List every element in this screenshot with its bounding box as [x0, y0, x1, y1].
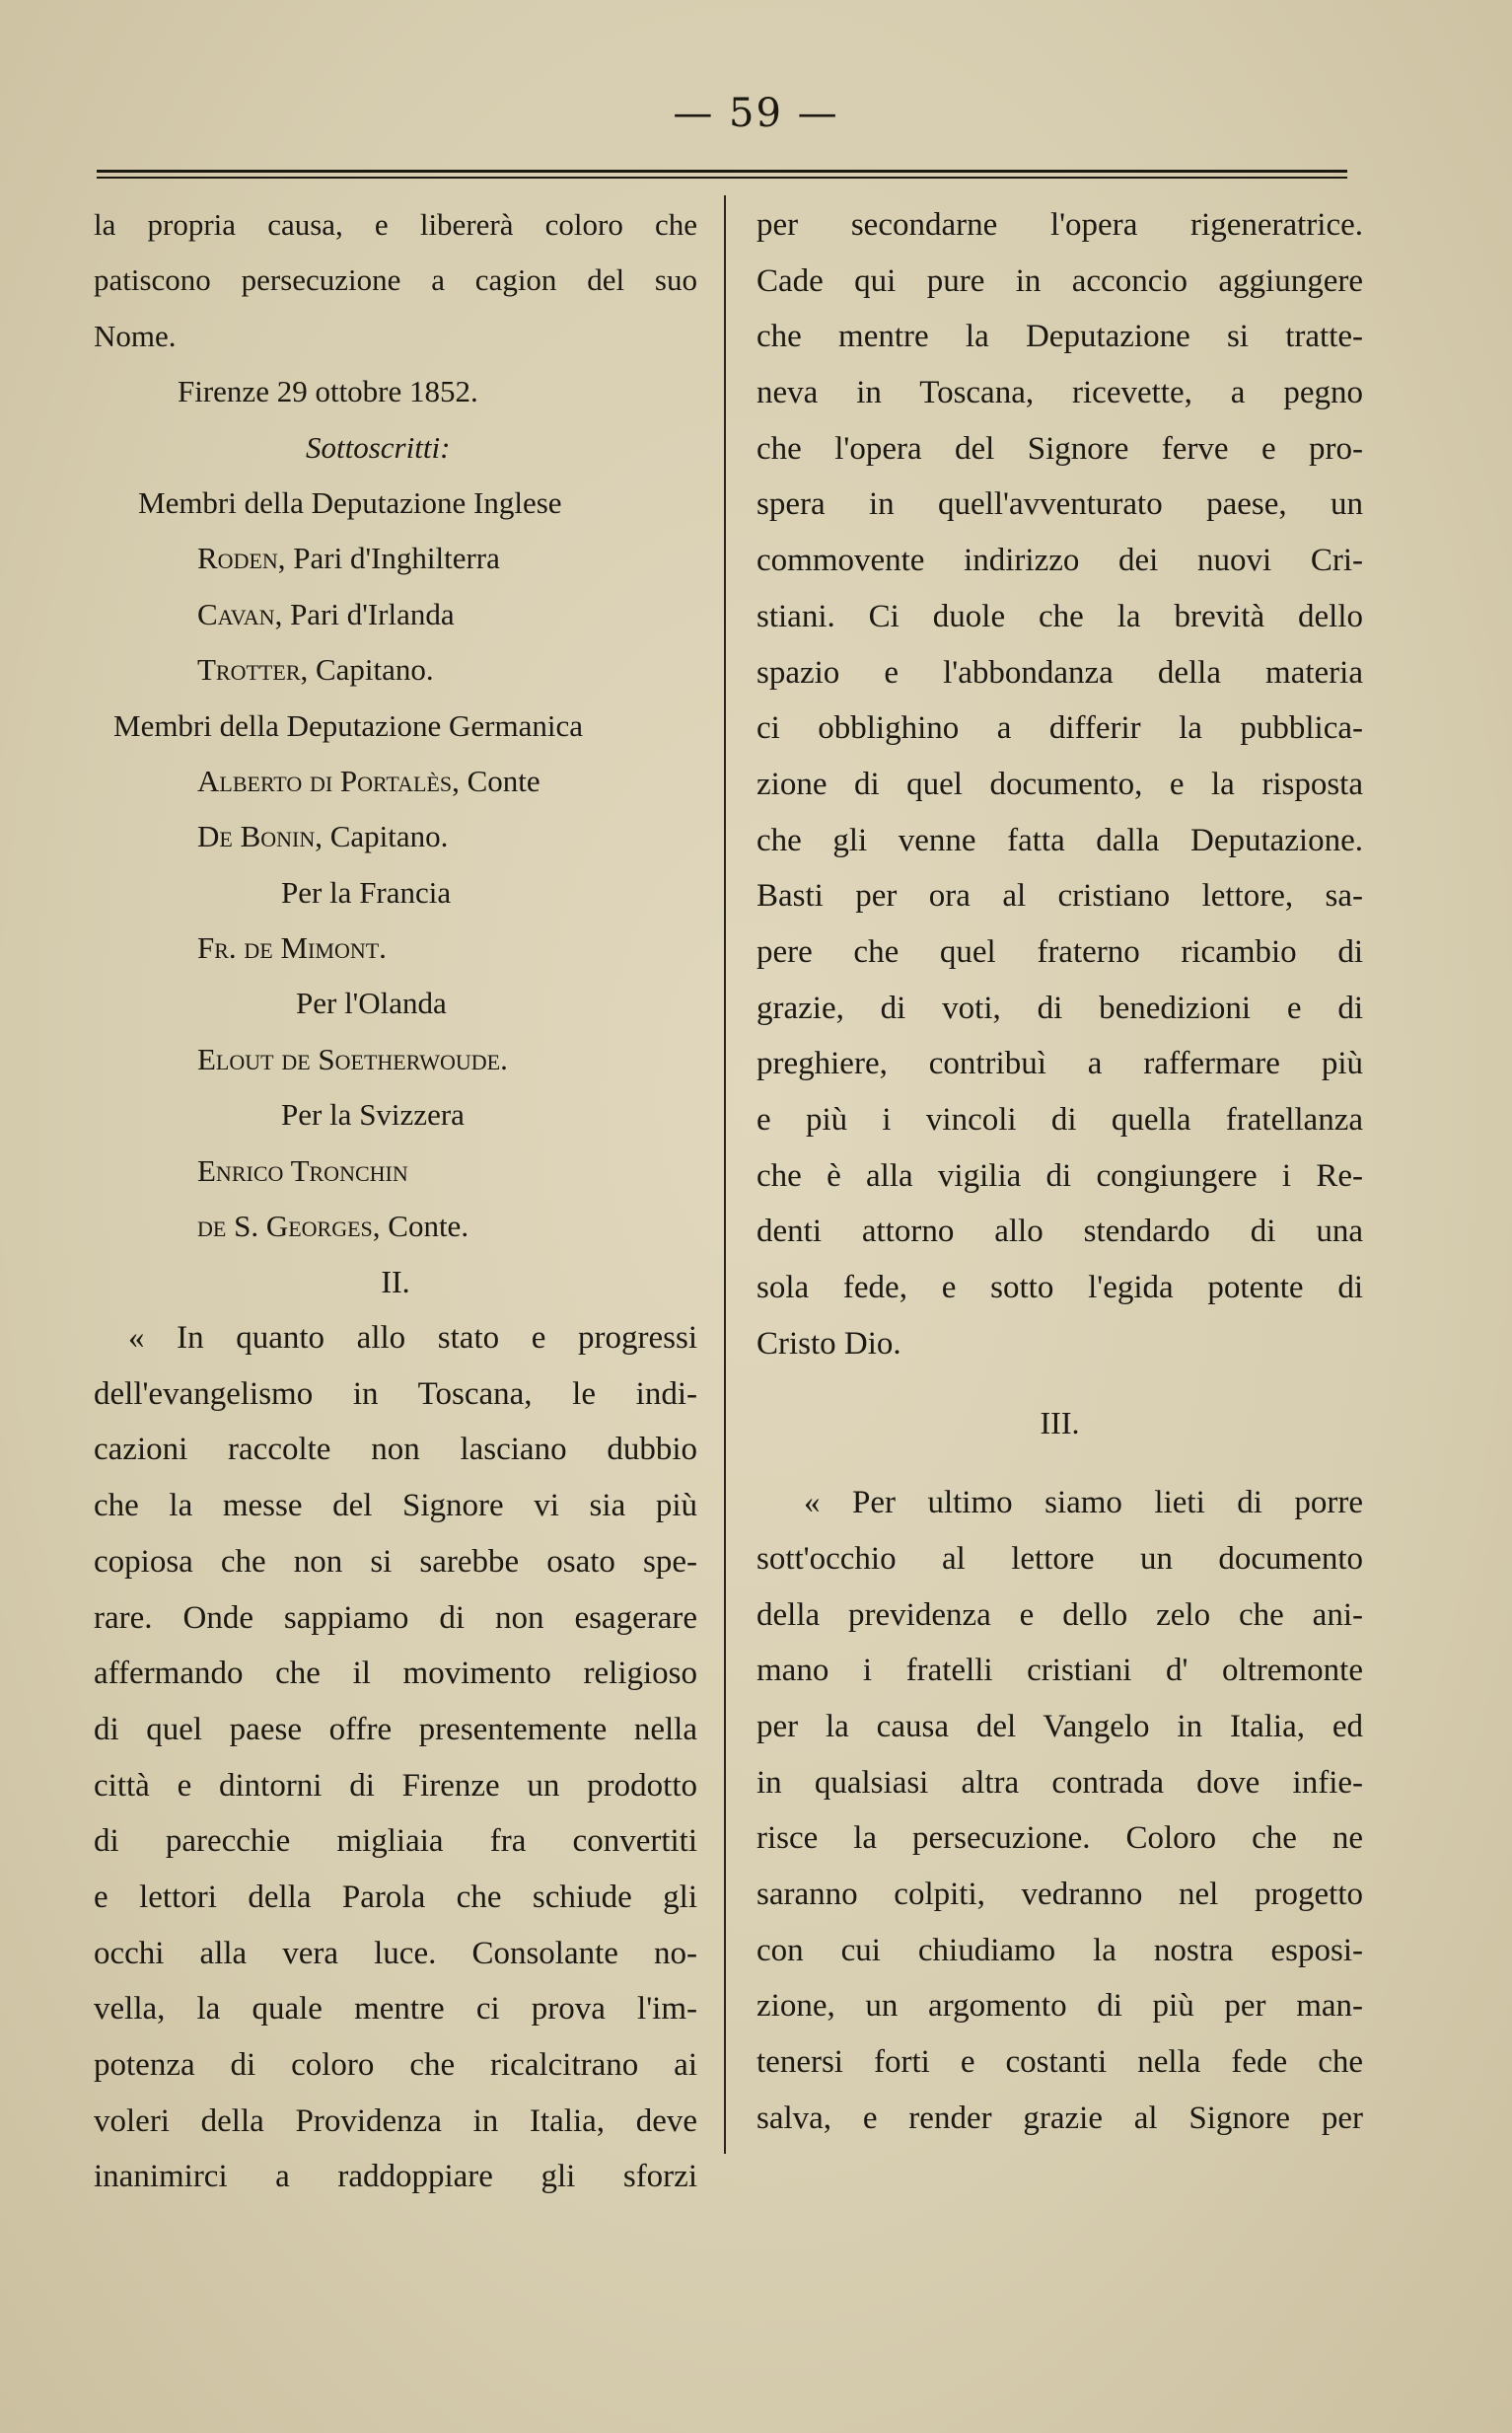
date-line: Firenze 29 ottobre 1852. — [178, 374, 478, 409]
text-line: « Per ultimo siamo lieti di porre — [804, 1485, 1363, 1521]
text-line: saranno colpiti, vedranno nel progetto — [756, 1876, 1363, 1912]
text-line: grazie, di voti, di benedizioni e di — [756, 990, 1363, 1026]
text-line: ci obblighino a differir la pubblica- — [756, 710, 1363, 747]
text-line: con cui chiudiamo la nostra esposi- — [756, 1932, 1363, 1968]
signatory: Fr. de Mimont. — [197, 930, 387, 966]
text-line: pere che quel fraterno ricambio di — [756, 933, 1363, 970]
signatory: Cavan, Pari d'Irlanda — [197, 596, 455, 631]
text-line: sola fede, e sotto l'egida potente di — [756, 1270, 1363, 1306]
text-line: Basti per ora al cristiano lettore, sa- — [756, 878, 1363, 915]
text-line: risce la persecuzione. Coloro che ne — [756, 1820, 1363, 1857]
text-line: città e dintorni di Firenze un prodotto — [94, 1767, 697, 1804]
column-divider — [724, 195, 726, 2154]
text-line: che mentre la Deputazione si tratte- — [756, 319, 1363, 355]
text-line: zione di quel documento, e la risposta — [756, 766, 1363, 802]
text-line: neva in Toscana, ricevette, a pegno — [756, 375, 1363, 411]
page-number: — 59 — — [673, 91, 839, 136]
text-line: potenza di coloro che ricalcitrano ai — [94, 2047, 697, 2084]
text-line: che la messe del Signore vi sia più — [94, 1488, 697, 1524]
text-line: spera in quell'avventurato paese, un — [756, 486, 1363, 523]
signatory: Roden, Pari d'Inghilterra — [197, 541, 500, 576]
left-column — [94, 197, 697, 2205]
text-line: della previdenza e dello zelo che ani- — [756, 1596, 1363, 1633]
text-line: di quel paese offre presentemente nella — [94, 1711, 697, 1747]
signatory: de S. Georges, Conte. — [197, 1209, 469, 1244]
text-line: patiscono persecuzione a cagion del suo — [94, 262, 697, 298]
text-line: « In quanto allo stato e progressi — [128, 1320, 697, 1357]
signed-label: Sottoscritti: — [306, 429, 451, 465]
header-rule — [97, 170, 1347, 179]
text-line: vella, la quale mentre ci prova l'im- — [94, 1991, 697, 2028]
english-delegation-header: Membri della Deputazione Inglese — [138, 484, 562, 520]
text-line: voleri della Providenza in Italia, deve — [94, 2102, 697, 2139]
text-line: e lettori della Parola che schiude gli — [94, 1879, 697, 1915]
switzerland-header: Per la Svizzera — [281, 1097, 465, 1133]
text-line: rare. Onde sappiamo di non esagerare — [94, 1599, 697, 1636]
france-header: Per la Francia — [281, 874, 452, 910]
text-line: Nome. — [94, 318, 177, 353]
text-line: cazioni raccolte non lasciano dubbio — [94, 1432, 697, 1468]
paragraph — [94, 1310, 697, 2205]
paragraph — [756, 197, 1363, 1371]
text-line: commovente indirizzo dei nuovi Cri- — [756, 543, 1363, 579]
signature-block — [94, 197, 697, 1254]
text-line: che è alla vigilia di congiungere i Re- — [756, 1157, 1363, 1194]
text-line: in qualsiasi altra contrada dove infie- — [756, 1764, 1363, 1801]
text-line: denti attorno allo stendardo di una — [756, 1214, 1363, 1250]
text-line: dell'evangelismo in Toscana, le indi- — [94, 1375, 697, 1412]
text-line: la propria causa, e libererà coloro che — [94, 207, 697, 242]
signatory: Elout de Soetherwoude. — [197, 1041, 508, 1076]
text-line: stiani. Ci duole che la brevità dello — [756, 598, 1363, 634]
text-line: che gli venne fatta dalla Deputazione. — [756, 822, 1363, 858]
text-line: che l'opera del Signore ferve e pro- — [756, 430, 1363, 467]
text-line: salva, e render grazie al Signore per — [756, 2100, 1363, 2136]
text-line: Cristo Dio. — [756, 1325, 901, 1362]
text-line: sott'occhio al lettore un documento — [756, 1540, 1363, 1577]
paragraph — [756, 1475, 1363, 2146]
signatory: Trotter, Capitano. — [197, 652, 434, 688]
signatory: De Bonin, Capitano. — [197, 819, 449, 854]
text-line: tenersi forti e costanti nella fede che — [756, 2044, 1363, 2080]
text-line: Cade qui pure in acconcio aggiungere — [756, 262, 1363, 299]
text-line: occhi alla vera luce. Consolante no- — [94, 1935, 697, 1971]
text-line: preghiere, contribuì a raffermare più — [756, 1046, 1363, 1082]
text-line: copiosa che non si sarebbe osato spe- — [94, 1543, 697, 1580]
text-line: e più i vincoli di quella fratellanza — [756, 1102, 1363, 1138]
text-line: mano i fratelli cristiani d' oltremonte — [756, 1653, 1363, 1689]
text-line: spazio e l'abbondanza della materia — [756, 654, 1363, 691]
text-line: di parecchie migliaia fra convertiti — [94, 1823, 697, 1860]
text-line: per la causa del Vangelo in Italia, ed — [756, 1708, 1363, 1744]
signatory: Alberto di Portalès, Conte — [197, 763, 540, 798]
german-delegation-header: Membri della Deputazione Germanica — [113, 707, 583, 743]
text-line: inanimirci a raddoppiare gli sforzi — [94, 2159, 697, 2195]
signatory: Enrico Tronchin — [197, 1152, 408, 1188]
section-heading: II. — [381, 1264, 410, 1300]
holland-header: Per l'Olanda — [296, 986, 447, 1021]
section-heading: III. — [1040, 1405, 1080, 1441]
text-line: zione, un argomento di più per man- — [756, 1988, 1363, 2025]
text-line: affermando che il movimento religioso — [94, 1656, 697, 1692]
text-line: per secondarne l'opera rigeneratrice. — [756, 207, 1363, 243]
right-column — [756, 197, 1363, 2146]
